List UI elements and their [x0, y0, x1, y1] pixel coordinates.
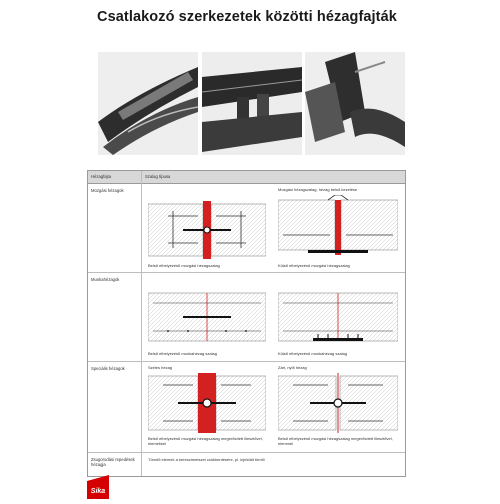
table-row: [88, 273, 405, 362]
caption: Belső elhelyezésű munkahézag szalag: [148, 351, 217, 356]
diagram-internal-construction: [148, 288, 266, 346]
sika-logo: [87, 475, 109, 499]
caption: Belső elhelyezésű mozgási hézagszalag megerősített illesztővel, elemekkel: [148, 436, 263, 446]
table-row: [88, 453, 405, 475]
caption: Belső elhelyezésű mozgási hézagszalag megerősített illesztővel, elemmel: [278, 436, 393, 446]
page-title: Csatlakozó szerkezetek közötti hézagfajták: [97, 9, 397, 25]
table-row: [88, 362, 405, 453]
diagram-external-construction: [278, 288, 398, 346]
photo-waterstop-2: [202, 52, 302, 155]
col-header-tape-type: Szalag típusa: [145, 174, 171, 179]
caption: Zárt, nyílt hézag: [278, 365, 307, 370]
caption: Külső elhelyezésű munkahézag szalag: [278, 351, 347, 356]
row-label: Mozgási hézagok: [91, 188, 124, 193]
caption: Tömítő elemek a keresztmetszet csökkentésére, pl. injektált tömlő: [148, 457, 265, 462]
joint-types-table: [87, 170, 406, 477]
caption: Belső elhelyezésű mozgási hézagszalag: [148, 263, 220, 268]
table-row: [88, 184, 405, 273]
diagram-closed-open-joint: [278, 373, 398, 433]
diagram-internal-movement: [148, 201, 266, 259]
photo-waterstop-1: [98, 52, 198, 155]
table-header: [88, 171, 405, 184]
row-label: Zsugorodási repedések hézagja: [91, 457, 135, 467]
diagram-external-movement: [278, 195, 398, 259]
caption: Széles hézag: [148, 365, 173, 370]
row-label: Speciális hézagok: [91, 366, 125, 371]
diagram-wide-joint: [148, 373, 266, 433]
photo-waterstop-3: [305, 52, 405, 155]
col-header-joint-type: Hézagfajta: [91, 174, 112, 179]
caption: Mozgási hézagszalag, hézag belső kezelése: [278, 187, 358, 192]
svg-text:Sika: Sika: [90, 488, 106, 495]
caption: Külső elhelyezésű mozgási hézagszalag: [278, 263, 350, 268]
row-label: Munkahézagok: [91, 277, 120, 282]
